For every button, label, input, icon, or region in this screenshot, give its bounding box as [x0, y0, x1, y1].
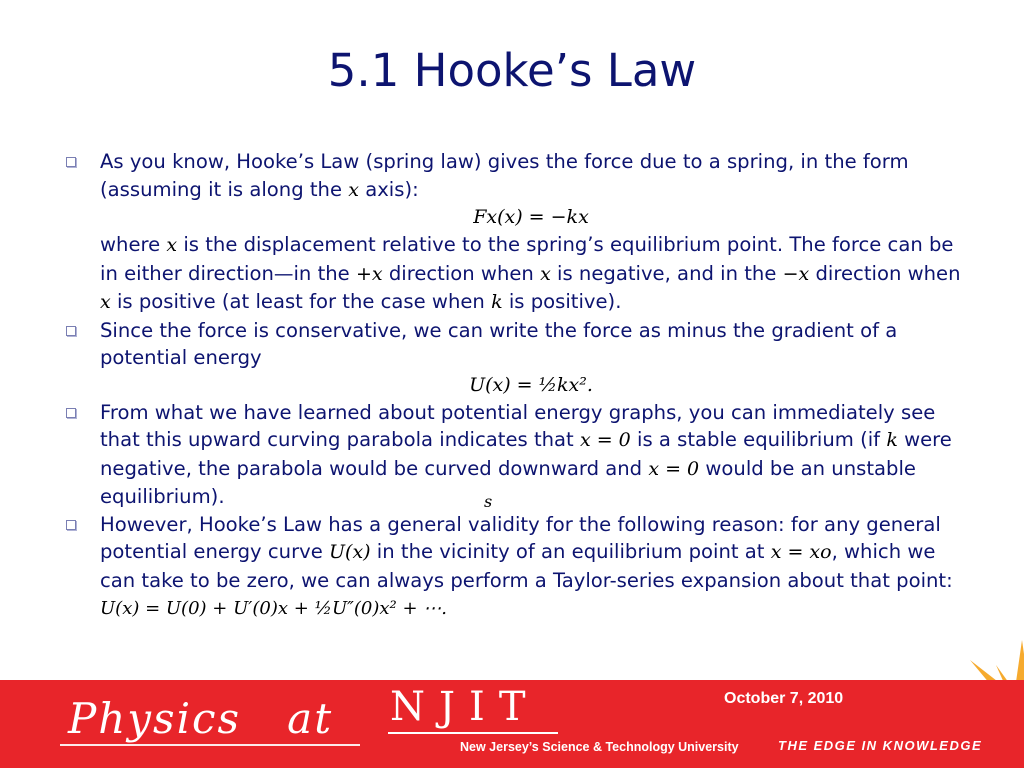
- footer-physics-logo: [68, 694, 333, 743]
- text-segment: However, Hooke’s Law has a general validity for the following reason: for any general potential energy curve: [100, 512, 941, 563]
- math-var: x: [348, 178, 359, 201]
- bullet-2-text: Since the force is conservative, we can write the force as minus the gradient of a potential energy: [100, 318, 898, 369]
- bullet-3: [62, 399, 962, 511]
- math-expr: U(x): [329, 541, 371, 563]
- text-segment: is the displacement relative to the spring’s equilibrium point. The force can be in either direction—in the: [100, 233, 954, 285]
- equation-taylor: U(x) = U(0) + U′(0)x + ½U″(0)x² + ⋯.: [100, 598, 447, 619]
- text-segment: As you know, Hooke’s Law (spring law) gives the force due to a spring, in the form (assuming it is along the: [100, 150, 909, 201]
- text-segment: direction when: [382, 261, 541, 285]
- text-segment: , which we can take to be zero, we can always perform a Taylor-series expansion about that point:: [100, 540, 953, 592]
- bullet-1-text: [100, 148, 962, 204]
- math-expr: x = 0: [579, 429, 631, 451]
- math-var: x: [540, 262, 551, 285]
- math-expr: x = 0: [648, 457, 700, 480]
- math-var: x: [100, 291, 111, 313]
- stray-mark: s: [484, 492, 493, 511]
- njit-logo: NJIT: [390, 684, 540, 730]
- math-var: k: [886, 429, 898, 451]
- text-segment: is a stable equilibrium (if: [630, 428, 887, 451]
- physics-word: Physics: [68, 694, 242, 743]
- bullet-square-icon: [66, 157, 76, 167]
- math-expr: x = xo: [770, 541, 832, 563]
- equation-potential: U(x) = ½kx².: [469, 373, 593, 396]
- njit-logo-line: [388, 732, 558, 734]
- at-word: at: [287, 694, 334, 743]
- bullet-2: [62, 317, 962, 399]
- slide-title: 5.1 Hooke’s Law: [327, 44, 697, 97]
- bullet-1: [62, 148, 962, 317]
- bullet-1-explanation: [100, 231, 962, 317]
- equation-hooke: Fx(x) = −kx: [473, 206, 589, 228]
- bullet-square-icon: [66, 408, 76, 418]
- bullet-square-icon: [66, 520, 76, 530]
- text-segment: is negative, and in the: [550, 261, 783, 285]
- bullet-square-icon: [66, 326, 76, 336]
- text-segment: axis):: [358, 177, 419, 201]
- bullet-4-text: [100, 511, 962, 623]
- math-var: +x: [355, 262, 383, 285]
- text-segment: in the vicinity of an equilibrium point at: [370, 540, 771, 563]
- text-segment: is positive).: [502, 290, 622, 313]
- text-segment: From what we have learned about potential energy graphs, you can immediately see that this upward curving parabola indicates that: [100, 400, 936, 451]
- slide-date: October 7, 2010: [724, 690, 844, 707]
- text-segment: where: [100, 233, 167, 256]
- math-var: −x: [782, 262, 810, 285]
- math-var: x: [166, 234, 178, 256]
- university-tagline: New Jersey’s Science & Technology University: [460, 740, 739, 754]
- slogan: THE EDGE IN KNOWLEDGE: [778, 738, 983, 753]
- text-segment: were negative, the parabola would be curved downward and: [100, 428, 952, 480]
- text-segment: direction when: [809, 261, 961, 285]
- slide-body: [62, 148, 962, 623]
- text-segment: would be an unstable equilibrium).: [100, 456, 916, 508]
- bullet-3-text: [100, 399, 962, 511]
- footer-bar: [0, 680, 1024, 768]
- footer-underline: [60, 744, 360, 746]
- math-var: k: [491, 291, 503, 313]
- text-segment: is positive (at least for the case when: [110, 290, 492, 313]
- bullet-4: [62, 511, 962, 623]
